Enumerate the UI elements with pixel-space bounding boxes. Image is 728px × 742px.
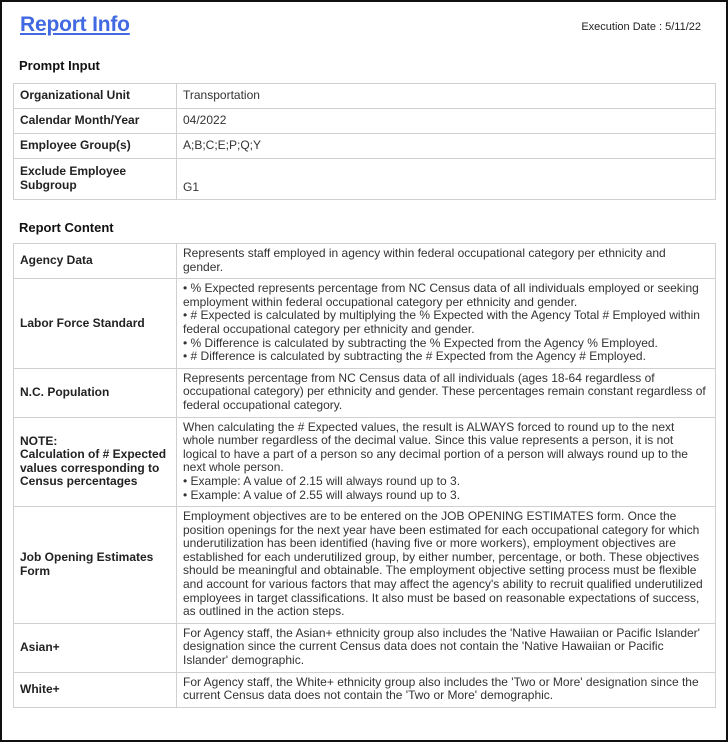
row-label: Asian+ (14, 623, 177, 672)
row-label: Calendar Month/Year (14, 109, 177, 134)
row-label: White+ (14, 672, 177, 707)
bullet-item: • % Expected represents percentage from NC Census data of all individuals employed or seeking employment within federal occupational category per ethnicity and gender. (183, 281, 699, 309)
table-row (14, 417, 716, 507)
bullet-item: • Example: A value of 2.15 will always round up to 3. (183, 473, 461, 488)
row-value: For Agency staff, the Asian+ ethnicity group also includes the 'Native Hawaiian or Pacific Islander' designation since the current Census data does not contain the 'Native Hawaiian or Pacific Islander' demographic. (177, 623, 716, 672)
note-label: NOTE: (20, 433, 58, 448)
bullet-item: • # Expected is calculated by multiplying the % Expected with the Agency Total # Employed within federal occupational category per ethnicity and gender. (183, 308, 700, 336)
row-value: Represents percentage from NC Census data of all individuals (ages 18-64 regardless of occupational category) per ethnicity and gender. These percentages remain constant regardless of federal occupational category. (177, 368, 716, 417)
table-row (14, 507, 716, 624)
table-row (14, 623, 716, 672)
row-label: Exclude Employee Subgroup (14, 159, 177, 200)
table-row (14, 134, 716, 159)
bullet-item: • % Difference is calculated by subtracting the % Expected from the Agency % Employed. (183, 335, 658, 350)
row-value (177, 417, 716, 507)
table-row (14, 84, 716, 109)
report-content-heading: Report Content (19, 220, 114, 235)
bullet-item: • Example: A value of 2.55 will always round up to 3. (183, 487, 461, 502)
table-row (14, 109, 716, 134)
row-value: A;B;C;E;P;Q;Y (177, 134, 716, 159)
execution-date: Execution Date : 5/11/22 (581, 21, 701, 33)
row-label: Employee Group(s) (14, 134, 177, 159)
row-label: Labor Force Standard (14, 279, 177, 369)
row-value: G1 (177, 159, 716, 200)
row-label (14, 417, 177, 507)
bullet-item: • # Difference is calculated by subtracting the # Expected from the Agency # Employed. (183, 349, 646, 364)
row-value: For Agency staff, the White+ ethnicity group also includes the 'Two or More' designation since the current Census data does not contain the 'Two or More' demographic. (177, 672, 716, 707)
report-info-title-link[interactable]: Report Info (20, 13, 130, 36)
row-value: Transportation (177, 84, 716, 109)
row-label: Job Opening Estimates Form (14, 507, 177, 624)
row-value (177, 279, 716, 369)
row-label: Agency Data (14, 244, 177, 279)
note-description: Calculation of # Expected values corresponding to Census percentages (20, 447, 167, 489)
table-row (14, 672, 716, 707)
row-value: 04/2022 (177, 109, 716, 134)
row-value: Employment objectives are to be entered on the JOB OPENING ESTIMATES form. Once the position openings for the next year have been estimated for each occupational category for which underutilization has been identified (having five or more workers), employment objectives are established for each underutilized group, by either number, percentage, or both. These objectives should be meaningful and obtainable. The employment objective setting process must be flexible and account for various factors that may affect the agency's ability to recruit qualified underutilized employees in target classifications. It also must be based on reasonable expectations of success, as outlined in the action steps. (177, 507, 716, 624)
table-row (14, 244, 716, 279)
row-label: N.C. Population (14, 368, 177, 417)
row-value: Represents staff employed in agency within federal occupational category per ethnicity and gender. (177, 244, 716, 279)
table-row (14, 368, 716, 417)
paragraph: When calculating the # Expected values, the result is ALWAYS forced to round up to the next whole number regardless of the decimal value. Since this value represents a person, it is not logical to have a part of a person so any decimal portion of a person will always round up to the next whole person. (183, 419, 688, 475)
prompt-input-table (13, 83, 716, 200)
table-row (14, 279, 716, 369)
table-row (14, 159, 716, 200)
report-content-table (13, 243, 716, 708)
row-label: Organizational Unit (14, 84, 177, 109)
prompt-input-heading: Prompt Input (19, 58, 100, 73)
